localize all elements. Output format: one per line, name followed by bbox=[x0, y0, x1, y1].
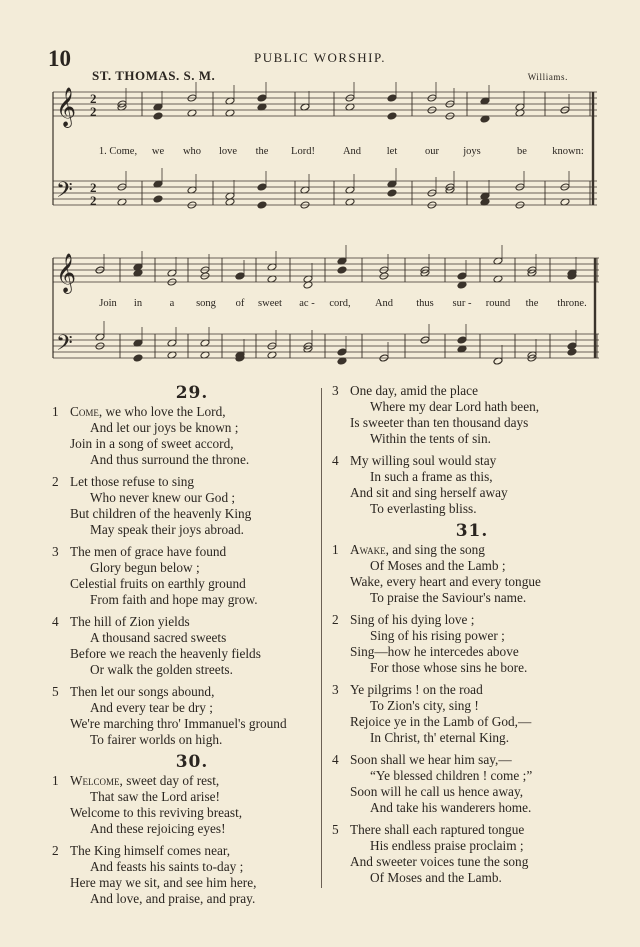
stanza bbox=[332, 542, 612, 606]
hymn-line: Glory begun below ; bbox=[90, 560, 200, 575]
note-head bbox=[387, 94, 397, 102]
lyric-syllable: known: bbox=[552, 146, 584, 157]
hymn-line: 4 Soon shall we hear him say,— bbox=[332, 752, 512, 767]
stanza-number: 2 bbox=[52, 843, 59, 858]
hymn-line: Where my dear Lord hath been, bbox=[370, 399, 540, 414]
lyric-syllable: a bbox=[169, 298, 175, 309]
stanza bbox=[52, 404, 332, 468]
stanza bbox=[332, 682, 612, 746]
note-head bbox=[337, 266, 347, 274]
hymn-line: In Christ, th' eternal King. bbox=[370, 730, 510, 745]
stanza-first-word: Welcome, bbox=[70, 773, 127, 788]
lyric-syllable: sur - bbox=[452, 298, 472, 309]
hymn-line: To praise the Saviour's name. bbox=[370, 590, 527, 605]
hymn-line: Celestial fruits on earthly ground bbox=[70, 576, 246, 591]
bass-clef: 𝄢 bbox=[56, 178, 73, 208]
stanza-number: 5 bbox=[332, 822, 339, 837]
hymn-line: For those whose sins he bore. bbox=[370, 660, 528, 675]
hymn-line: 2 The King himself comes near, bbox=[52, 843, 231, 858]
hymn-line: And love, and praise, and pray. bbox=[90, 891, 256, 906]
stanza bbox=[52, 684, 332, 748]
lyric-syllable: the bbox=[255, 146, 269, 157]
hymn-line: Sing of his rising power ; bbox=[370, 628, 505, 643]
stanza-number: 4 bbox=[332, 453, 339, 468]
hymn-line: A thousand sacred sweets bbox=[90, 630, 227, 645]
stanza-first-word: Awake, bbox=[350, 542, 393, 557]
hymn-line: 2 Let those refuse to sing bbox=[52, 474, 195, 489]
lyric-syllable: our bbox=[425, 146, 439, 157]
hymn-line: That saw the Lord arise! bbox=[90, 789, 220, 804]
hymn-line: Welcome to this reviving breast, bbox=[70, 805, 243, 820]
hymn-number: 29. bbox=[175, 383, 209, 403]
hymn-line: And sweeter voices tune the song bbox=[350, 854, 529, 869]
lyric-syllable: joys bbox=[463, 146, 481, 157]
time-signature-top: 2 bbox=[90, 180, 97, 195]
lyric-syllable: let bbox=[386, 146, 398, 157]
stanza-number: 2 bbox=[52, 474, 59, 489]
lyric-syllable: song bbox=[196, 298, 216, 309]
hymn-line: Rejoice ye in the Lamb of God,— bbox=[350, 714, 532, 729]
lyrics-line-2 bbox=[0, 298, 640, 312]
treble-staff-1 bbox=[53, 92, 597, 116]
hymn-line: 1 Welcome, sweet day of rest, bbox=[52, 773, 220, 788]
page-number: 10 bbox=[48, 46, 71, 71]
lyric-syllable: we bbox=[151, 146, 165, 157]
note-head bbox=[257, 94, 267, 102]
hymn-line: 1 Come, we who love the Lord, bbox=[52, 404, 226, 419]
lyric-syllable: the bbox=[525, 298, 539, 309]
lyric-syllable: sweet bbox=[258, 298, 282, 309]
stanza-number: 4 bbox=[332, 752, 339, 767]
lyric-syllable: cord, bbox=[329, 298, 351, 309]
bass-staff-1 bbox=[53, 181, 597, 205]
lyric-syllable: 1. Come, bbox=[98, 146, 138, 157]
hymn-line: And feasts his saints to-day ; bbox=[90, 859, 244, 874]
lyric-syllable: of bbox=[235, 298, 245, 309]
right-column bbox=[332, 383, 612, 892]
hymn-line: Before we reach the heavenly fields bbox=[70, 646, 261, 661]
note-head bbox=[567, 342, 577, 350]
hymn-line: 4 My willing soul would stay bbox=[332, 453, 497, 468]
bass-clef: 𝄢 bbox=[56, 331, 73, 361]
stanza-number: 4 bbox=[52, 614, 59, 629]
note-head bbox=[387, 112, 397, 120]
lyric-syllable: And bbox=[342, 146, 362, 157]
lyric-syllable: in bbox=[133, 298, 143, 309]
lyric-syllable: Lord! bbox=[291, 146, 315, 157]
treble-clef: 𝄞 bbox=[56, 87, 77, 127]
stanza bbox=[52, 773, 332, 837]
hymn-line: And sit and sing herself away bbox=[350, 485, 508, 500]
stanza-number: 3 bbox=[52, 544, 59, 559]
lyric-syllable: round bbox=[485, 298, 511, 309]
note-head bbox=[257, 183, 267, 191]
hymn-line: May speak their joys abroad. bbox=[90, 522, 244, 537]
hymn-line: 5 There shall each raptured tongue bbox=[332, 822, 525, 837]
lyric-syllable: love bbox=[218, 146, 238, 157]
time-signature-top: 2 bbox=[90, 91, 97, 106]
hymn-line: 2 Sing of his dying love ; bbox=[332, 612, 475, 627]
hymn-line: Sing—how he intercedes above bbox=[350, 644, 519, 659]
stanza-first-word: Come, bbox=[70, 404, 106, 419]
stanza bbox=[52, 474, 332, 538]
hymn-line: In such a frame as this, bbox=[370, 469, 493, 484]
note-head bbox=[133, 354, 143, 362]
hymn-line: And thus surround the throne. bbox=[90, 452, 250, 467]
hymn-line: 1 Awake, and sing the song bbox=[332, 542, 485, 557]
note-head bbox=[235, 272, 245, 280]
hymn-line: 5 Then let our songs abound, bbox=[52, 684, 215, 699]
hymn-line: “Ye blessed children ! come ;” bbox=[370, 768, 533, 783]
lyric-syllable: Join bbox=[99, 298, 117, 309]
stanza-number: 1 bbox=[52, 404, 59, 419]
lyric-syllable: who bbox=[182, 146, 202, 157]
hymn-line: Join in a song of sweet accord, bbox=[70, 436, 234, 451]
hymn-line: His endless praise proclaim ; bbox=[370, 838, 524, 853]
lyric-syllable: be bbox=[517, 146, 527, 157]
stanza-number: 2 bbox=[332, 612, 339, 627]
hymn-line: Soon will he call us hence away, bbox=[350, 784, 524, 799]
hymn-line: To everlasting bliss. bbox=[370, 501, 477, 516]
hymn-line: And let our joys be known ; bbox=[90, 420, 239, 435]
hymn-line: 3 Ye pilgrims ! on the road bbox=[332, 682, 483, 697]
stanza bbox=[52, 614, 332, 678]
tune-name: ST. THOMAS. S. M. bbox=[92, 68, 216, 83]
hymn-line: To fairer worlds on high. bbox=[90, 732, 223, 747]
stanza-number: 1 bbox=[332, 542, 339, 557]
stanza bbox=[52, 843, 332, 907]
hymn-line: And these rejoicing eyes! bbox=[90, 821, 226, 836]
note-head bbox=[153, 195, 163, 203]
hymn-line: Here may we sit, and see him here, bbox=[70, 875, 257, 890]
lyrics-line-1 bbox=[0, 146, 640, 160]
lyric-syllable: throne. bbox=[557, 298, 587, 309]
hymn-line: Of Moses and the Lamb ; bbox=[370, 558, 506, 573]
left-column bbox=[52, 383, 332, 913]
hymn-line: Or walk the golden streets. bbox=[90, 662, 233, 677]
stanza bbox=[332, 383, 612, 447]
hymn-line: And take his wanderers home. bbox=[370, 800, 532, 815]
time-signature-bottom: 2 bbox=[90, 193, 97, 208]
note-head bbox=[387, 189, 397, 197]
hymn-line: 4 The hill of Zion yields bbox=[52, 614, 190, 629]
running-head: PUBLIC WORSHIP. bbox=[253, 50, 387, 65]
stanza bbox=[52, 544, 332, 608]
hymn-line: 3 One day, amid the place bbox=[332, 383, 478, 398]
hymn-number: 31. bbox=[455, 521, 489, 541]
note-head bbox=[457, 272, 467, 280]
lyric-syllable: ac - bbox=[299, 298, 315, 309]
stanza bbox=[332, 752, 612, 816]
stanza-number: 3 bbox=[332, 682, 339, 697]
hymn-line: To Zion's city, sing ! bbox=[370, 698, 479, 713]
stanza-number: 3 bbox=[332, 383, 339, 398]
stanza bbox=[332, 612, 612, 676]
hymn-line: And every tear be dry ; bbox=[90, 700, 213, 715]
hymn-line: From faith and hope may grow. bbox=[90, 592, 258, 607]
hymn-line: Wake, every heart and every tongue bbox=[350, 574, 541, 589]
treble-clef: 𝄞 bbox=[56, 253, 77, 293]
stanza bbox=[332, 453, 612, 517]
hymn-line: Within the tents of sin. bbox=[370, 431, 491, 446]
note-head bbox=[457, 336, 467, 344]
composer: Williams. bbox=[527, 72, 568, 82]
hymn-line: 3 The men of grace have found bbox=[52, 544, 227, 559]
note-head bbox=[153, 112, 163, 120]
stanza bbox=[332, 822, 612, 886]
hymn-line: Is sweeter than ten thousand days bbox=[350, 415, 529, 430]
hymn-line: Who never knew our God ; bbox=[90, 490, 236, 505]
stanza-number: 1 bbox=[52, 773, 59, 788]
hymn-line: But children of the heavenly King bbox=[70, 506, 252, 521]
time-signature-bottom: 2 bbox=[90, 104, 97, 119]
hymn-line: Of Moses and the Lamb. bbox=[370, 870, 502, 885]
stanza-number: 5 bbox=[52, 684, 59, 699]
hymn-line: We're marching thro' Immanuel's ground bbox=[70, 716, 287, 731]
lyric-syllable: thus bbox=[416, 298, 434, 309]
hymn-number: 30. bbox=[175, 752, 209, 772]
note-head bbox=[257, 201, 267, 209]
note-head bbox=[337, 348, 347, 356]
lyric-syllable: And bbox=[374, 298, 394, 309]
